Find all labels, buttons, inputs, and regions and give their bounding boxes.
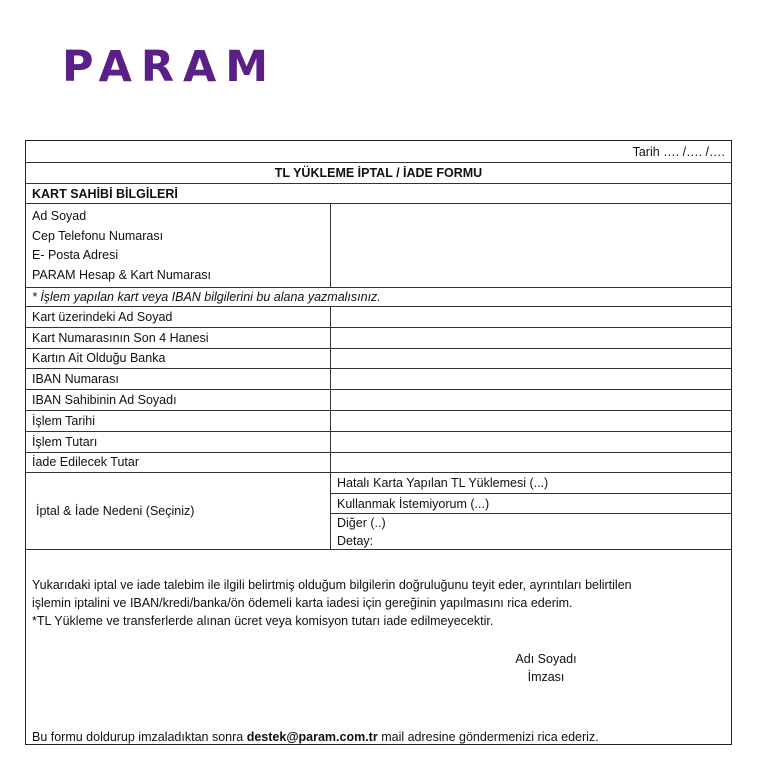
reason-label: İptal & İade Nedeni (Seçiniz) [36, 504, 195, 519]
declaration-section [26, 550, 731, 744]
field-label: Kartın Ait Olduğu Banka [32, 351, 166, 366]
field-input[interactable] [331, 349, 731, 369]
reason-options [331, 473, 731, 549]
field-input[interactable] [331, 328, 731, 348]
field-input[interactable] [331, 369, 731, 389]
label-email: E- Posta Adresi [32, 248, 119, 263]
date-line: Tarih …. /…. /…. [632, 144, 725, 159]
contact-input-area[interactable] [331, 204, 731, 287]
reason-row [26, 473, 731, 550]
signature-name-label: Adı Soyadı [515, 652, 577, 667]
note-text: * İşlem yapılan kart veya IBAN bilgilerini bu alana yazmalısınız. [32, 290, 381, 304]
date-row [26, 141, 731, 163]
reason-other-label: Diğer (..) [337, 515, 386, 530]
reason-option-not-using[interactable] [331, 494, 731, 515]
field-label: İade Edilecek Tutar [32, 455, 140, 470]
refund-form [25, 140, 732, 745]
contact-labels [26, 204, 331, 287]
field-row [26, 453, 731, 474]
section-title: KART SAHİBİ BİLGİLERİ [32, 186, 178, 201]
field-row [26, 328, 731, 349]
field-input[interactable] [331, 307, 731, 327]
field-row [26, 390, 731, 411]
signature-label: İmzası [527, 670, 565, 685]
field-row [26, 369, 731, 390]
field-row [26, 349, 731, 370]
field-label: İşlem Tutarı [32, 434, 98, 449]
field-label: IBAN Sahibinin Ad Soyadı [32, 393, 177, 408]
declaration-line-1: Yukarıdaki iptal ve iade talebim ile ilgili belirtmiş olduğum bilgilerin doğruluğunu teyit eder, ayrıntıları belirtilen [32, 578, 632, 593]
field-row [26, 432, 731, 453]
field-label: İşlem Tarihi [32, 413, 95, 428]
signature-block [496, 650, 596, 686]
fee-note: *TL Yükleme ve transferlerde alınan ücret veya komisyon tutarı iade edilmeyecektir. [32, 614, 494, 629]
field-row [26, 307, 731, 328]
support-email-link[interactable]: destek@param.com.tr [246, 730, 378, 745]
reason-option-other[interactable] [331, 514, 731, 549]
reason-option-label: Kullanmak İstemiyorum (...) [337, 496, 490, 511]
note-row [26, 288, 731, 307]
param-logo: PARAM [62, 42, 278, 92]
label-name: Ad Soyad [32, 208, 87, 223]
field-input[interactable] [331, 411, 731, 431]
footer-prefix: Bu formu doldurup imzaladıktan sonra [32, 730, 244, 745]
field-label: IBAN Numarası [32, 372, 119, 387]
label-account-number: PARAM Hesap & Kart Numarası [32, 268, 211, 283]
field-input[interactable] [331, 390, 731, 410]
contact-info-row [26, 204, 731, 288]
reason-option-wrong-card[interactable] [331, 473, 731, 494]
field-label: Kart Numarasının Son 4 Hanesi [32, 330, 209, 345]
field-input[interactable] [331, 453, 731, 473]
field-label: Kart üzerindeki Ad Soyad [32, 309, 173, 324]
label-phone: Cep Telefonu Numarası [32, 228, 164, 243]
footer-suffix: mail adresine göndermenizi rica ederiz. [381, 730, 599, 745]
form-title-row [26, 163, 731, 184]
form-title: TL YÜKLEME İPTAL / İADE FORMU [274, 166, 483, 180]
footer-instruction [32, 728, 599, 746]
declaration-line-2: işlemin iptalini ve IBAN/kredi/banka/ön ödemeli karta iadesi için gereğinin yapılmasını rica ederim. [32, 596, 573, 611]
section-header [26, 184, 731, 204]
field-row [26, 411, 731, 432]
field-input[interactable] [331, 432, 731, 452]
reason-option-label: Hatalı Karta Yapılan TL Yüklemesi (...) [337, 476, 549, 491]
reason-detail-label: Detay: [337, 533, 374, 548]
